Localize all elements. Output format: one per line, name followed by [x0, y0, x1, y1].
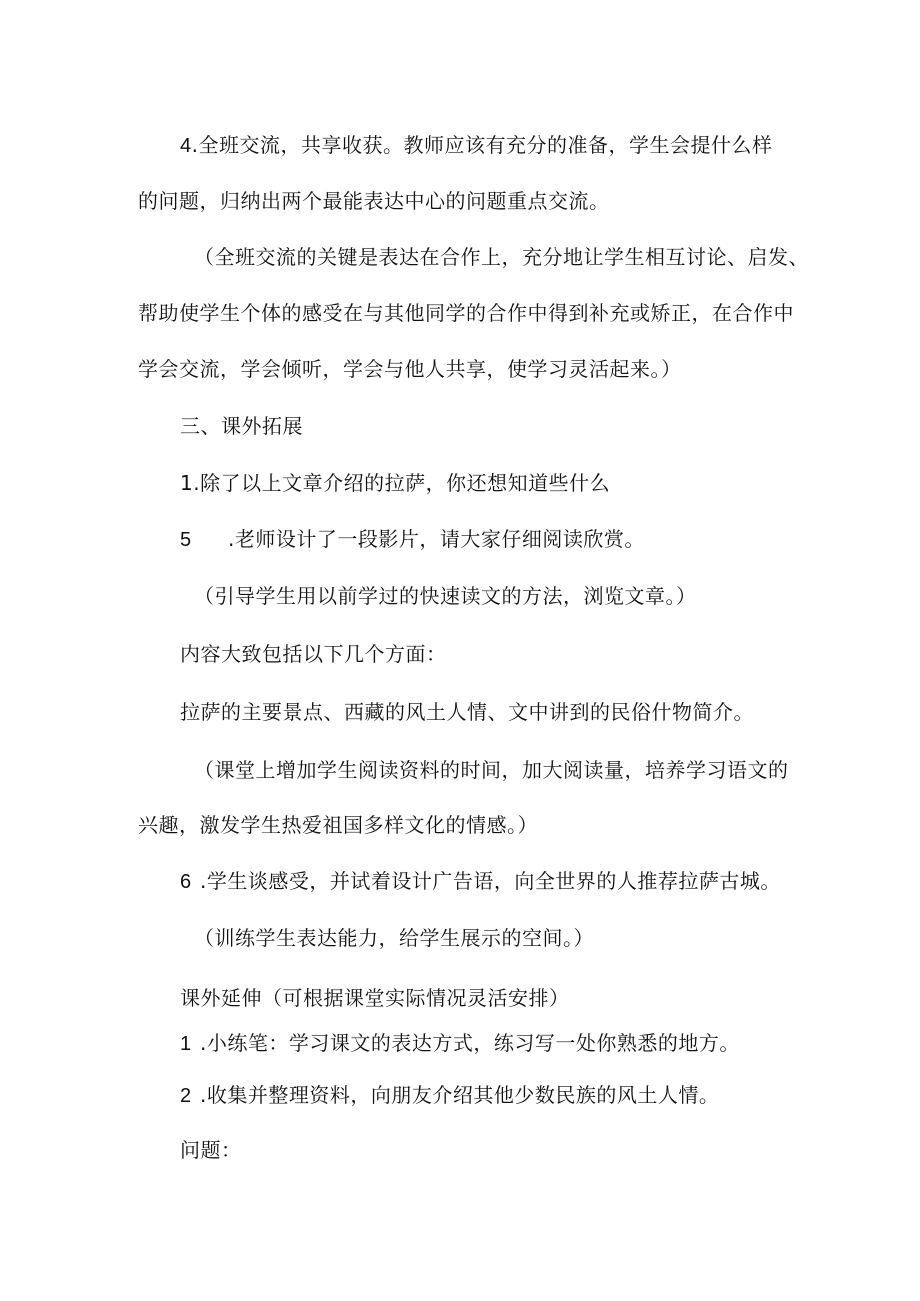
section-heading: 三、课外拓展	[180, 414, 303, 438]
item-number: 6	[180, 871, 192, 893]
line-text: .小练笔：学习课文的表达方式，练习写一处你熟悉的地方。	[200, 1031, 740, 1055]
note-1-line-2: 帮助使学生个体的感受在与其他同学的合作中得到补充或矫正，在合作中	[138, 301, 794, 325]
item-number: 4	[180, 135, 192, 157]
note-3-line-1: （课堂上增加学生阅读资料的时间，加大阅读量，培养学习语文的	[194, 758, 789, 782]
line-text: .全班交流，共享收获。教师应该有充分的准备，学生会提什么样	[191, 133, 773, 157]
item-number: 2	[180, 1085, 192, 1107]
note-2: （引导学生用以前学过的快速读文的方法，浏览文章。）	[194, 584, 697, 608]
note-1-line-1: （全班交流的关键是表达在合作上，充分地让学生相互讨论、启发、	[194, 245, 809, 269]
line-text: .老师设计了一段影片，请大家仔细阅读欣赏。	[228, 527, 645, 551]
note-1-line-3: 学会交流，学会倾听，学会与他人共享，使学习灵活起来。）	[138, 357, 682, 381]
extension-item-5	[180, 525, 645, 554]
line-text: .学生谈感受，并试着设计广告语，向全世界的人推荐拉萨古城。	[200, 869, 781, 893]
paragraph-4-line-1	[180, 131, 772, 160]
note-3-line-2: 兴趣，激发学生热爱祖国多样文化的情感。）	[138, 813, 538, 837]
questions-label: 问题：	[180, 1138, 242, 1162]
after-class-heading: 课外延伸（可根据课堂实际情况灵活安排）	[180, 986, 570, 1010]
line-text: .收集并整理资料，向朋友介绍其他少数民族的风土人情。	[200, 1083, 720, 1107]
note-4: （训练学生表达能力，给学生展示的空间。）	[194, 926, 594, 950]
after-class-item-2	[180, 1081, 719, 1110]
content-intro: 内容大致包括以下几个方面：	[180, 642, 447, 666]
extension-item-1: 1.除了以上文章介绍的拉萨，你还想知道些什么	[180, 471, 611, 495]
extension-item-6	[180, 867, 781, 896]
item-number: 1	[180, 1033, 192, 1055]
after-class-item-1	[180, 1029, 740, 1058]
content-list: 拉萨的主要景点、西藏的风土人情、文中讲到的民俗什物简介。	[180, 700, 754, 724]
paragraph-4-line-2: 的问题，归纳出两个最能表达中心的问题重点交流。	[138, 189, 610, 213]
item-number: 5	[180, 529, 192, 551]
